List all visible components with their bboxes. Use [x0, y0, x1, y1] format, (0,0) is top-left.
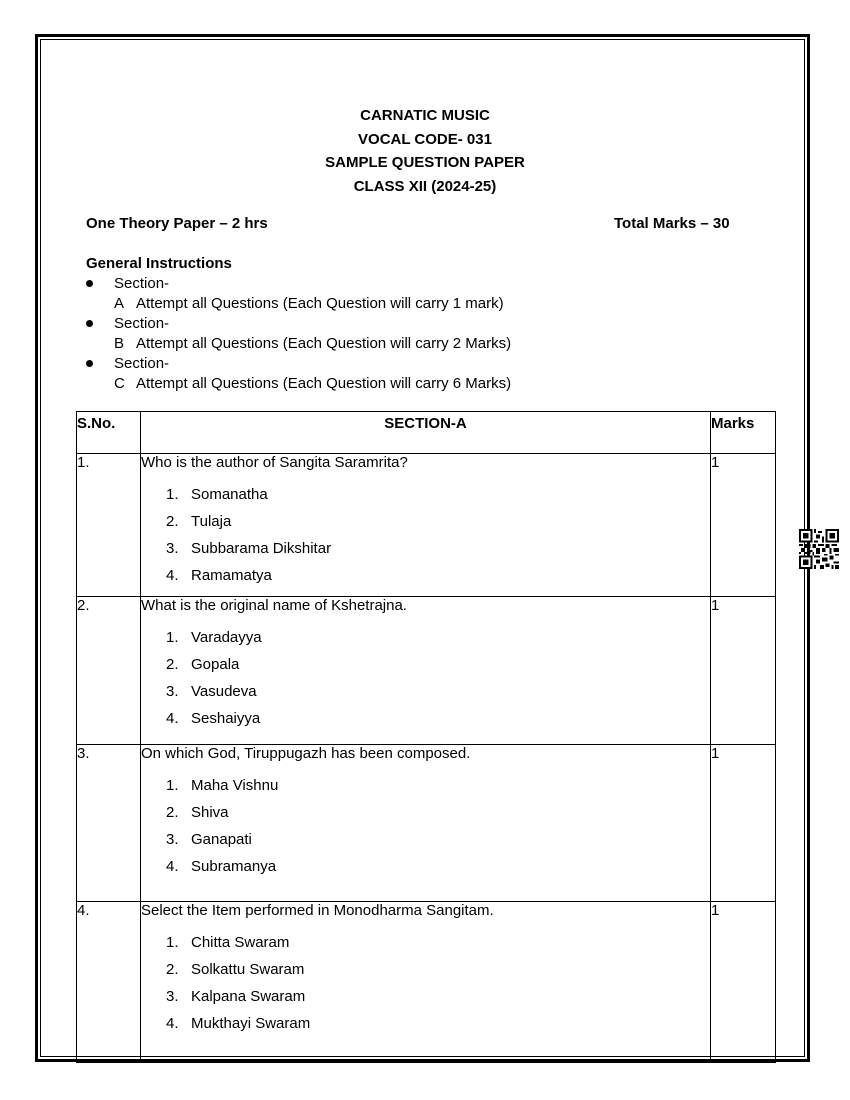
option-list — [141, 772, 710, 880]
option-number: 3. — [166, 831, 179, 848]
option-number: 2. — [166, 656, 179, 673]
option-text: Ganapati — [191, 831, 252, 848]
option-text: Tulaja — [191, 513, 232, 530]
option-list — [141, 624, 710, 732]
question-number: 4. — [77, 902, 141, 1063]
option-item — [141, 562, 710, 589]
question-cell — [141, 902, 711, 1063]
option-list — [141, 929, 710, 1037]
option-item — [141, 678, 710, 705]
question-marks: 1 — [711, 902, 776, 1063]
option-item — [141, 651, 710, 678]
paper-duration: One Theory Paper – 2 hrs — [86, 215, 268, 232]
option-item — [141, 929, 710, 956]
qr-code-icon — [799, 529, 839, 569]
option-item — [141, 799, 710, 826]
option-number: 1. — [166, 777, 179, 794]
instruction-text: Attempt all Questions (Each Question will carry 1 mark) — [136, 295, 504, 312]
table-row — [77, 597, 776, 745]
option-text: Mukthayi Swaram — [191, 1015, 311, 1032]
bullet-icon — [86, 320, 93, 327]
question-cell — [141, 597, 711, 745]
instruction-text: Attempt all Questions (Each Question will carry 6 Marks) — [136, 375, 512, 392]
question-marks: 1 — [711, 454, 776, 597]
instruction-section: Section-A — [114, 275, 170, 312]
question-text: Who is the author of Sangita Saramrita? — [141, 454, 408, 471]
option-text: Somanatha — [191, 486, 268, 503]
question-number: 1. — [77, 454, 141, 597]
question-text: What is the original name of Kshetrajna. — [141, 597, 407, 614]
option-list — [141, 481, 710, 589]
option-number: 3. — [166, 988, 179, 1005]
option-number: 3. — [166, 540, 179, 557]
option-number: 4. — [166, 567, 179, 584]
question-cell — [141, 454, 711, 597]
option-number: 2. — [166, 961, 179, 978]
option-text: Shiva — [191, 804, 229, 821]
option-text: Solkattu Swaram — [191, 961, 305, 978]
option-item — [141, 772, 710, 799]
question-number: 2. — [77, 597, 141, 745]
table-row — [77, 454, 776, 597]
question-text: Select the Item performed in Monodharma Sangitam. — [141, 902, 494, 919]
title-class: CLASS XII (2024-25) — [353, 177, 497, 195]
option-item — [141, 853, 710, 880]
option-item — [141, 1010, 710, 1037]
option-number: 1. — [166, 934, 179, 951]
option-item — [141, 705, 710, 732]
option-number: 1. — [166, 629, 179, 646]
option-text: Ramamatya — [191, 567, 272, 584]
paper-title — [0, 104, 850, 198]
header-section: SECTION-A — [141, 412, 711, 454]
option-number: 2. — [166, 804, 179, 821]
option-text: Gopala — [191, 656, 240, 673]
instructions-heading: General Instructions — [86, 255, 232, 272]
question-marks: 1 — [711, 745, 776, 902]
table-row — [77, 902, 776, 1063]
table-header-row — [77, 412, 776, 454]
option-text: Subbarama Dikshitar — [191, 540, 332, 557]
option-number: 4. — [166, 1015, 179, 1032]
question-number: 3. — [77, 745, 141, 902]
instruction-text: Attempt all Questions (Each Question will carry 2 Marks) — [136, 335, 512, 352]
header-marks: Marks — [711, 412, 776, 454]
title-code: VOCAL CODE- 031 — [358, 130, 492, 148]
question-cell — [141, 745, 711, 902]
option-text: Varadayya — [191, 629, 262, 646]
option-text: Chitta Swaram — [191, 934, 290, 951]
option-number: 4. — [166, 710, 179, 727]
bullet-icon — [86, 360, 93, 367]
option-number: 3. — [166, 683, 179, 700]
question-table — [76, 411, 776, 1063]
option-item — [141, 826, 710, 853]
option-item — [141, 624, 710, 651]
title-type: SAMPLE QUESTION PAPER — [325, 154, 525, 171]
option-item — [141, 535, 710, 562]
total-marks: Total Marks – 30 — [614, 215, 730, 232]
question-text: On which God, Tiruppugazh has been composed. — [141, 745, 471, 762]
table-row — [77, 745, 776, 902]
option-text: Kalpana Swaram — [191, 988, 306, 1005]
option-item — [141, 508, 710, 535]
option-text: Seshaiyya — [191, 710, 261, 727]
option-number: 1. — [166, 486, 179, 503]
option-item — [141, 983, 710, 1010]
title-subject: CARNATIC MUSIC — [360, 107, 490, 124]
header-sno: S.No. — [77, 412, 141, 454]
question-marks: 1 — [711, 597, 776, 745]
instruction-section: Section-C — [114, 355, 170, 392]
instruction-section: Section-B — [114, 315, 170, 352]
option-text: Vasudeva — [191, 683, 257, 700]
option-item — [141, 481, 710, 508]
option-number: 2. — [166, 513, 179, 530]
bullet-icon — [86, 280, 93, 287]
option-text: Maha Vishnu — [191, 777, 279, 794]
option-text: Subramanya — [191, 858, 277, 875]
option-item — [141, 956, 710, 983]
option-number: 4. — [166, 858, 179, 875]
